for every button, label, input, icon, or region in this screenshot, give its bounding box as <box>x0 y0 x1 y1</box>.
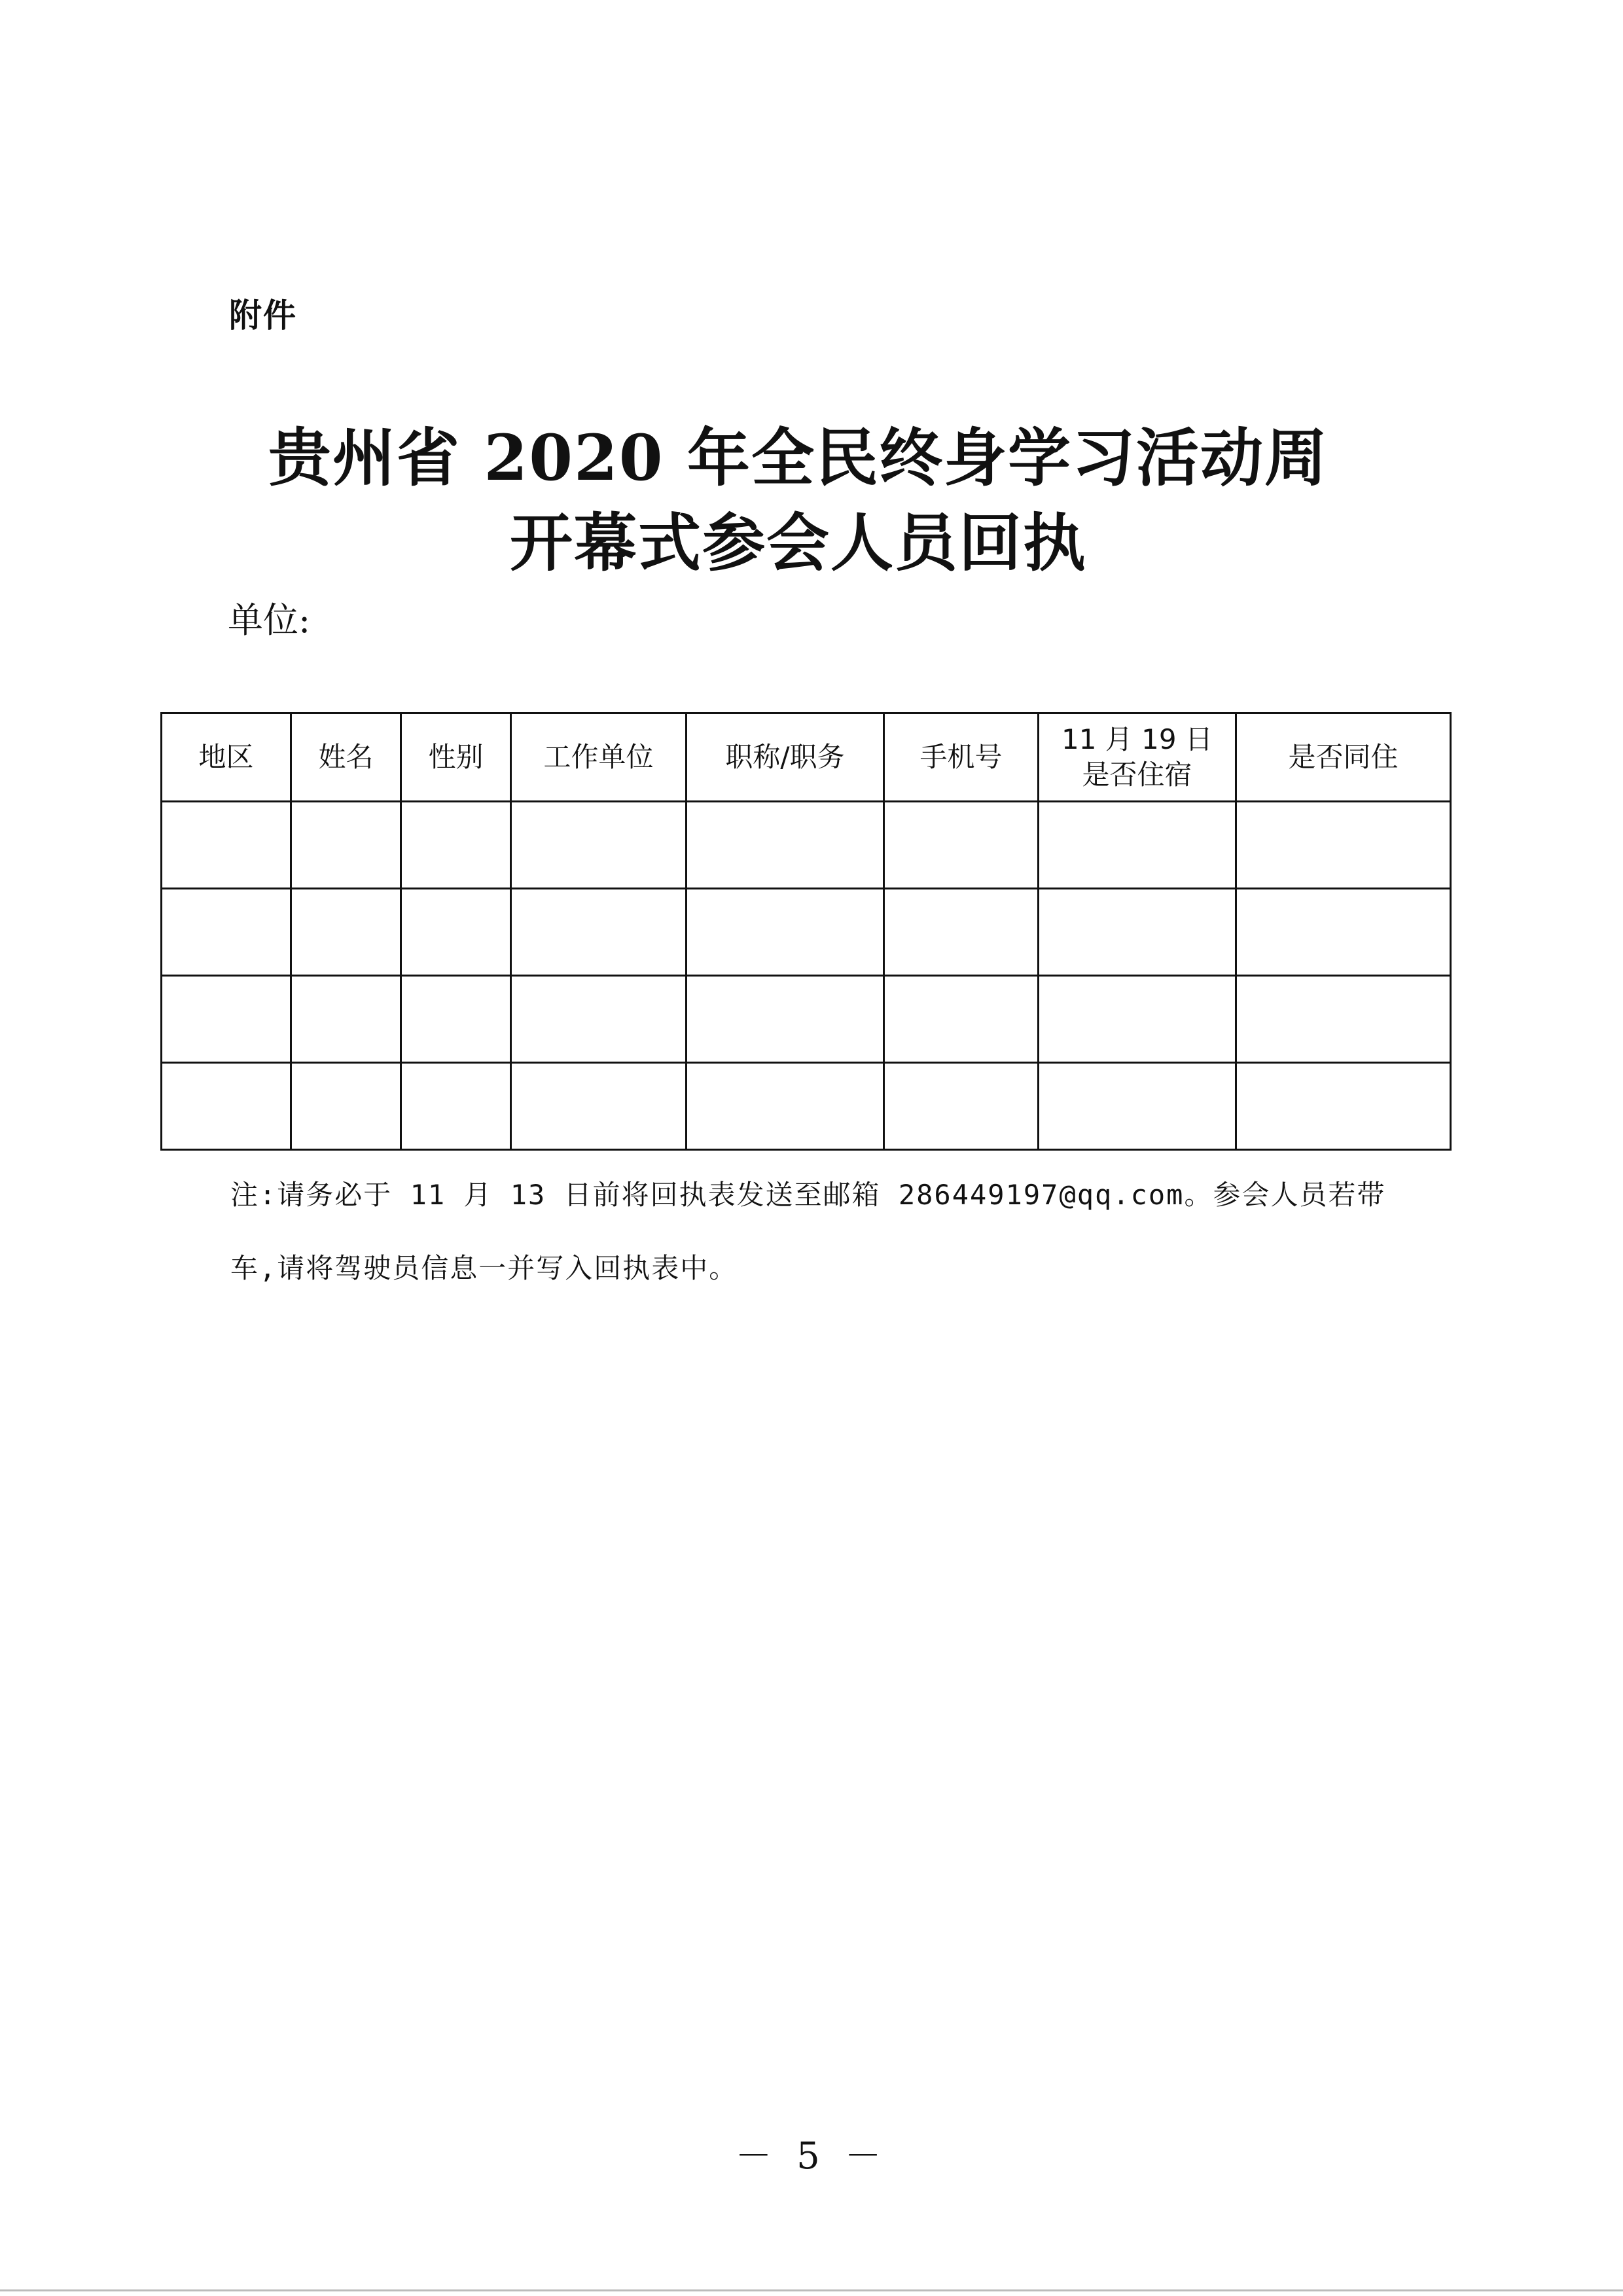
table-row <box>162 802 1451 889</box>
table-cell[interactable] <box>401 889 511 976</box>
table-cell[interactable] <box>687 1063 884 1150</box>
table-cell[interactable] <box>291 802 401 889</box>
table-cell[interactable] <box>1236 802 1451 889</box>
note-line-2: 车,请将驾驶员信息一并写入回执表中。 <box>230 1252 738 1284</box>
table-cell[interactable] <box>884 1063 1039 1150</box>
document-title-line-1: 贵州省 2020 年全民终身学习活动周 <box>268 421 1329 495</box>
table-row <box>162 976 1451 1063</box>
table-cell[interactable] <box>291 1063 401 1150</box>
table-cell[interactable] <box>162 889 291 976</box>
table-cell[interactable] <box>291 889 401 976</box>
table-cell[interactable] <box>1236 1063 1451 1150</box>
note-line-1: 注:请务必于 11 月 13 日前将回执表发送至邮箱 286449197@qq.com。参会人员若带 <box>230 1179 1386 1211</box>
attachment-label: 附件 <box>229 296 297 334</box>
table-cell[interactable] <box>687 802 884 889</box>
column-header-work-unit: 工作单位 <box>511 713 687 802</box>
table-cell[interactable] <box>511 976 687 1063</box>
submission-note <box>230 1158 1408 1305</box>
scan-edge-line <box>0 2289 1623 2291</box>
table-cell[interactable] <box>687 889 884 976</box>
table-cell[interactable] <box>884 889 1039 976</box>
column-header-region: 地区 <box>162 713 291 802</box>
column-header-title-position: 职称/职务 <box>687 713 884 802</box>
table-cell[interactable] <box>1039 802 1236 889</box>
table-cell[interactable] <box>884 976 1039 1063</box>
table-cell[interactable] <box>1236 976 1451 1063</box>
table-row <box>162 1063 1451 1150</box>
table-cell[interactable] <box>162 802 291 889</box>
table-cell[interactable] <box>687 976 884 1063</box>
column-header-gender: 性别 <box>401 713 511 802</box>
table-cell[interactable] <box>511 889 687 976</box>
column-header-accommodation: 11 月 19 日是否住宿 <box>1039 713 1236 802</box>
document-title-line-2: 开幕式参会人员回执 <box>510 506 1087 580</box>
table-cell[interactable] <box>162 1063 291 1150</box>
page-number: － 5 － <box>735 2135 888 2178</box>
column-header-shared-room: 是否同住 <box>1236 713 1451 802</box>
table-cell[interactable] <box>511 802 687 889</box>
table-cell[interactable] <box>1039 976 1236 1063</box>
table-cell[interactable] <box>1039 1063 1236 1150</box>
table-cell[interactable] <box>1236 889 1451 976</box>
receipt-table <box>160 712 1452 1151</box>
table-cell[interactable] <box>1039 889 1236 976</box>
table-cell[interactable] <box>401 976 511 1063</box>
column-header-name: 姓名 <box>291 713 401 802</box>
table-cell[interactable] <box>401 1063 511 1150</box>
unit-field-label: 单位: <box>228 600 311 641</box>
table-cell[interactable] <box>884 802 1039 889</box>
column-header-phone: 手机号 <box>884 713 1039 802</box>
table-cell[interactable] <box>511 1063 687 1150</box>
table-cell[interactable] <box>291 976 401 1063</box>
table-header-row <box>162 713 1451 802</box>
table-row <box>162 889 1451 976</box>
table-cell[interactable] <box>162 976 291 1063</box>
table-cell[interactable] <box>401 802 511 889</box>
